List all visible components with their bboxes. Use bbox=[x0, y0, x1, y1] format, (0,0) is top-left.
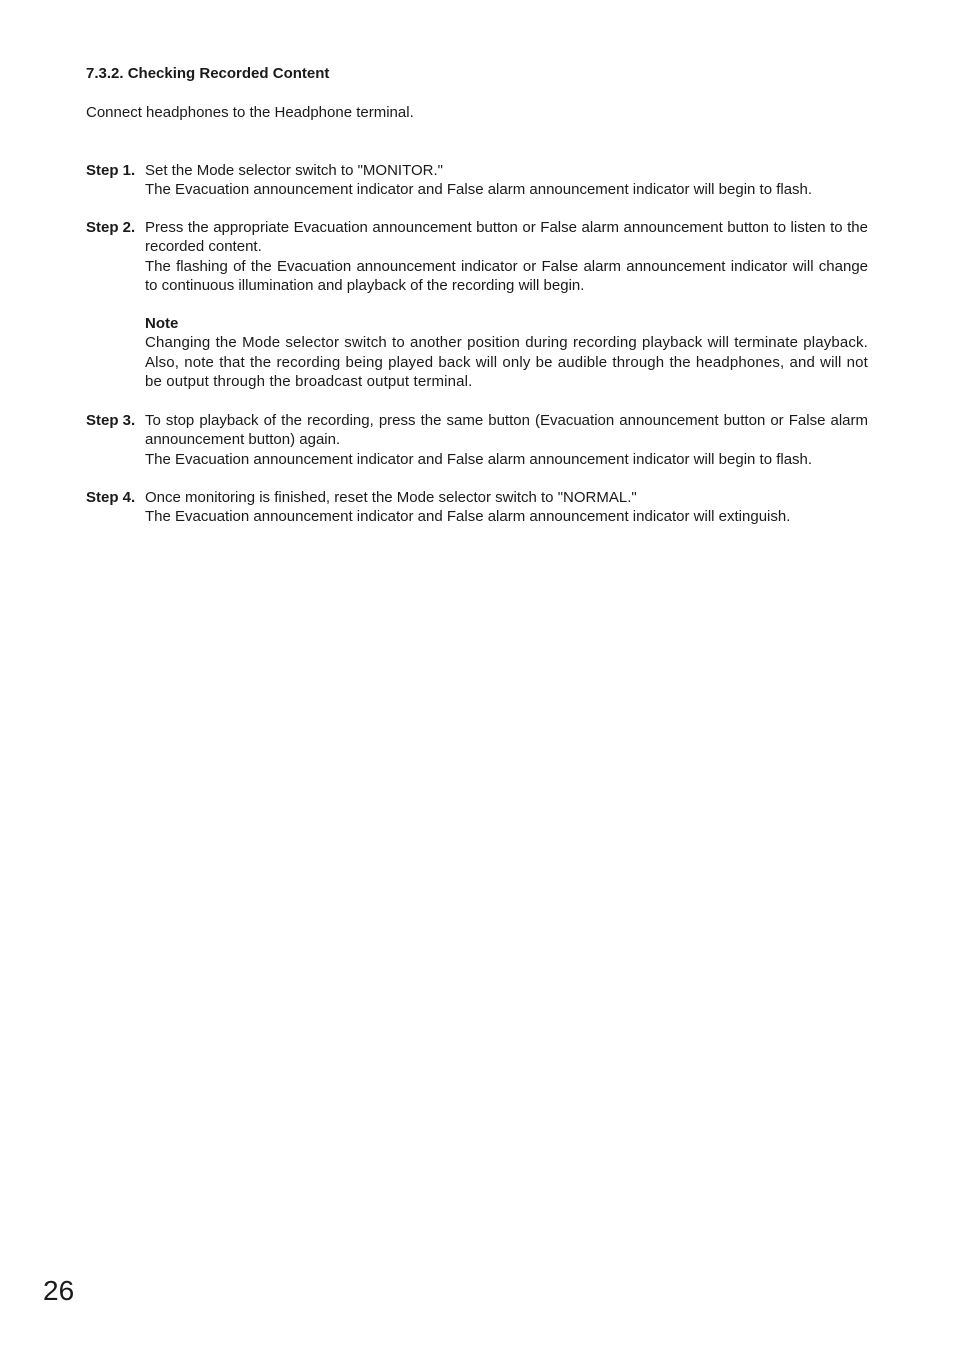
step-instruction: Once monitoring is finished, reset the Mode selector switch to "NORMAL." bbox=[145, 489, 637, 506]
step-body bbox=[145, 218, 868, 391]
step-label: Step 2. bbox=[86, 219, 136, 236]
step-result: The Evacuation announcement indicator and False alarm announcement indicator will extinguish. bbox=[145, 508, 791, 526]
section-title: 7.3.2. Checking Recorded Content bbox=[86, 65, 330, 82]
step-label: Step 3. bbox=[86, 412, 136, 429]
step-result: The flashing of the Evacuation announcement indicator or False alarm announcement indicator will change to continuous illumination and playback of the recording will begin. bbox=[145, 257, 868, 294]
step-label: Step 1. bbox=[86, 162, 136, 179]
step-3 bbox=[86, 411, 868, 469]
step-body bbox=[145, 411, 868, 469]
note-block bbox=[145, 314, 868, 391]
step-body bbox=[145, 488, 868, 527]
page-number: 26 bbox=[43, 1275, 75, 1306]
intro-text: Connect headphones to the Headphone terminal. bbox=[86, 104, 414, 121]
step-4 bbox=[86, 488, 868, 527]
step-instruction: Set the Mode selector switch to "MONITOR." bbox=[145, 162, 443, 179]
step-result: The Evacuation announcement indicator and False alarm announcement indicator will begin to flash. bbox=[145, 181, 813, 199]
step-2 bbox=[86, 218, 868, 391]
step-1 bbox=[86, 161, 868, 200]
step-body bbox=[145, 161, 868, 200]
step-label: Step 4. bbox=[86, 489, 136, 506]
step-instruction: To stop playback of the recording, press the same button (Evacuation announcement button or False alarm announcement button) again. bbox=[145, 412, 868, 449]
note-text: Changing the Mode selector switch to another position during recording playback will terminate playback. Also, note that the recording being played back will only be audible through the headphones, and will not be output through the broadcast output terminal. bbox=[145, 334, 868, 391]
step-result: The Evacuation announcement indicator and False alarm announcement indicator will begin to flash. bbox=[145, 450, 813, 468]
note-title: Note bbox=[145, 315, 179, 333]
step-instruction: Press the appropriate Evacuation announcement button or False alarm announcement button to listen to the recorded content. bbox=[145, 219, 868, 256]
